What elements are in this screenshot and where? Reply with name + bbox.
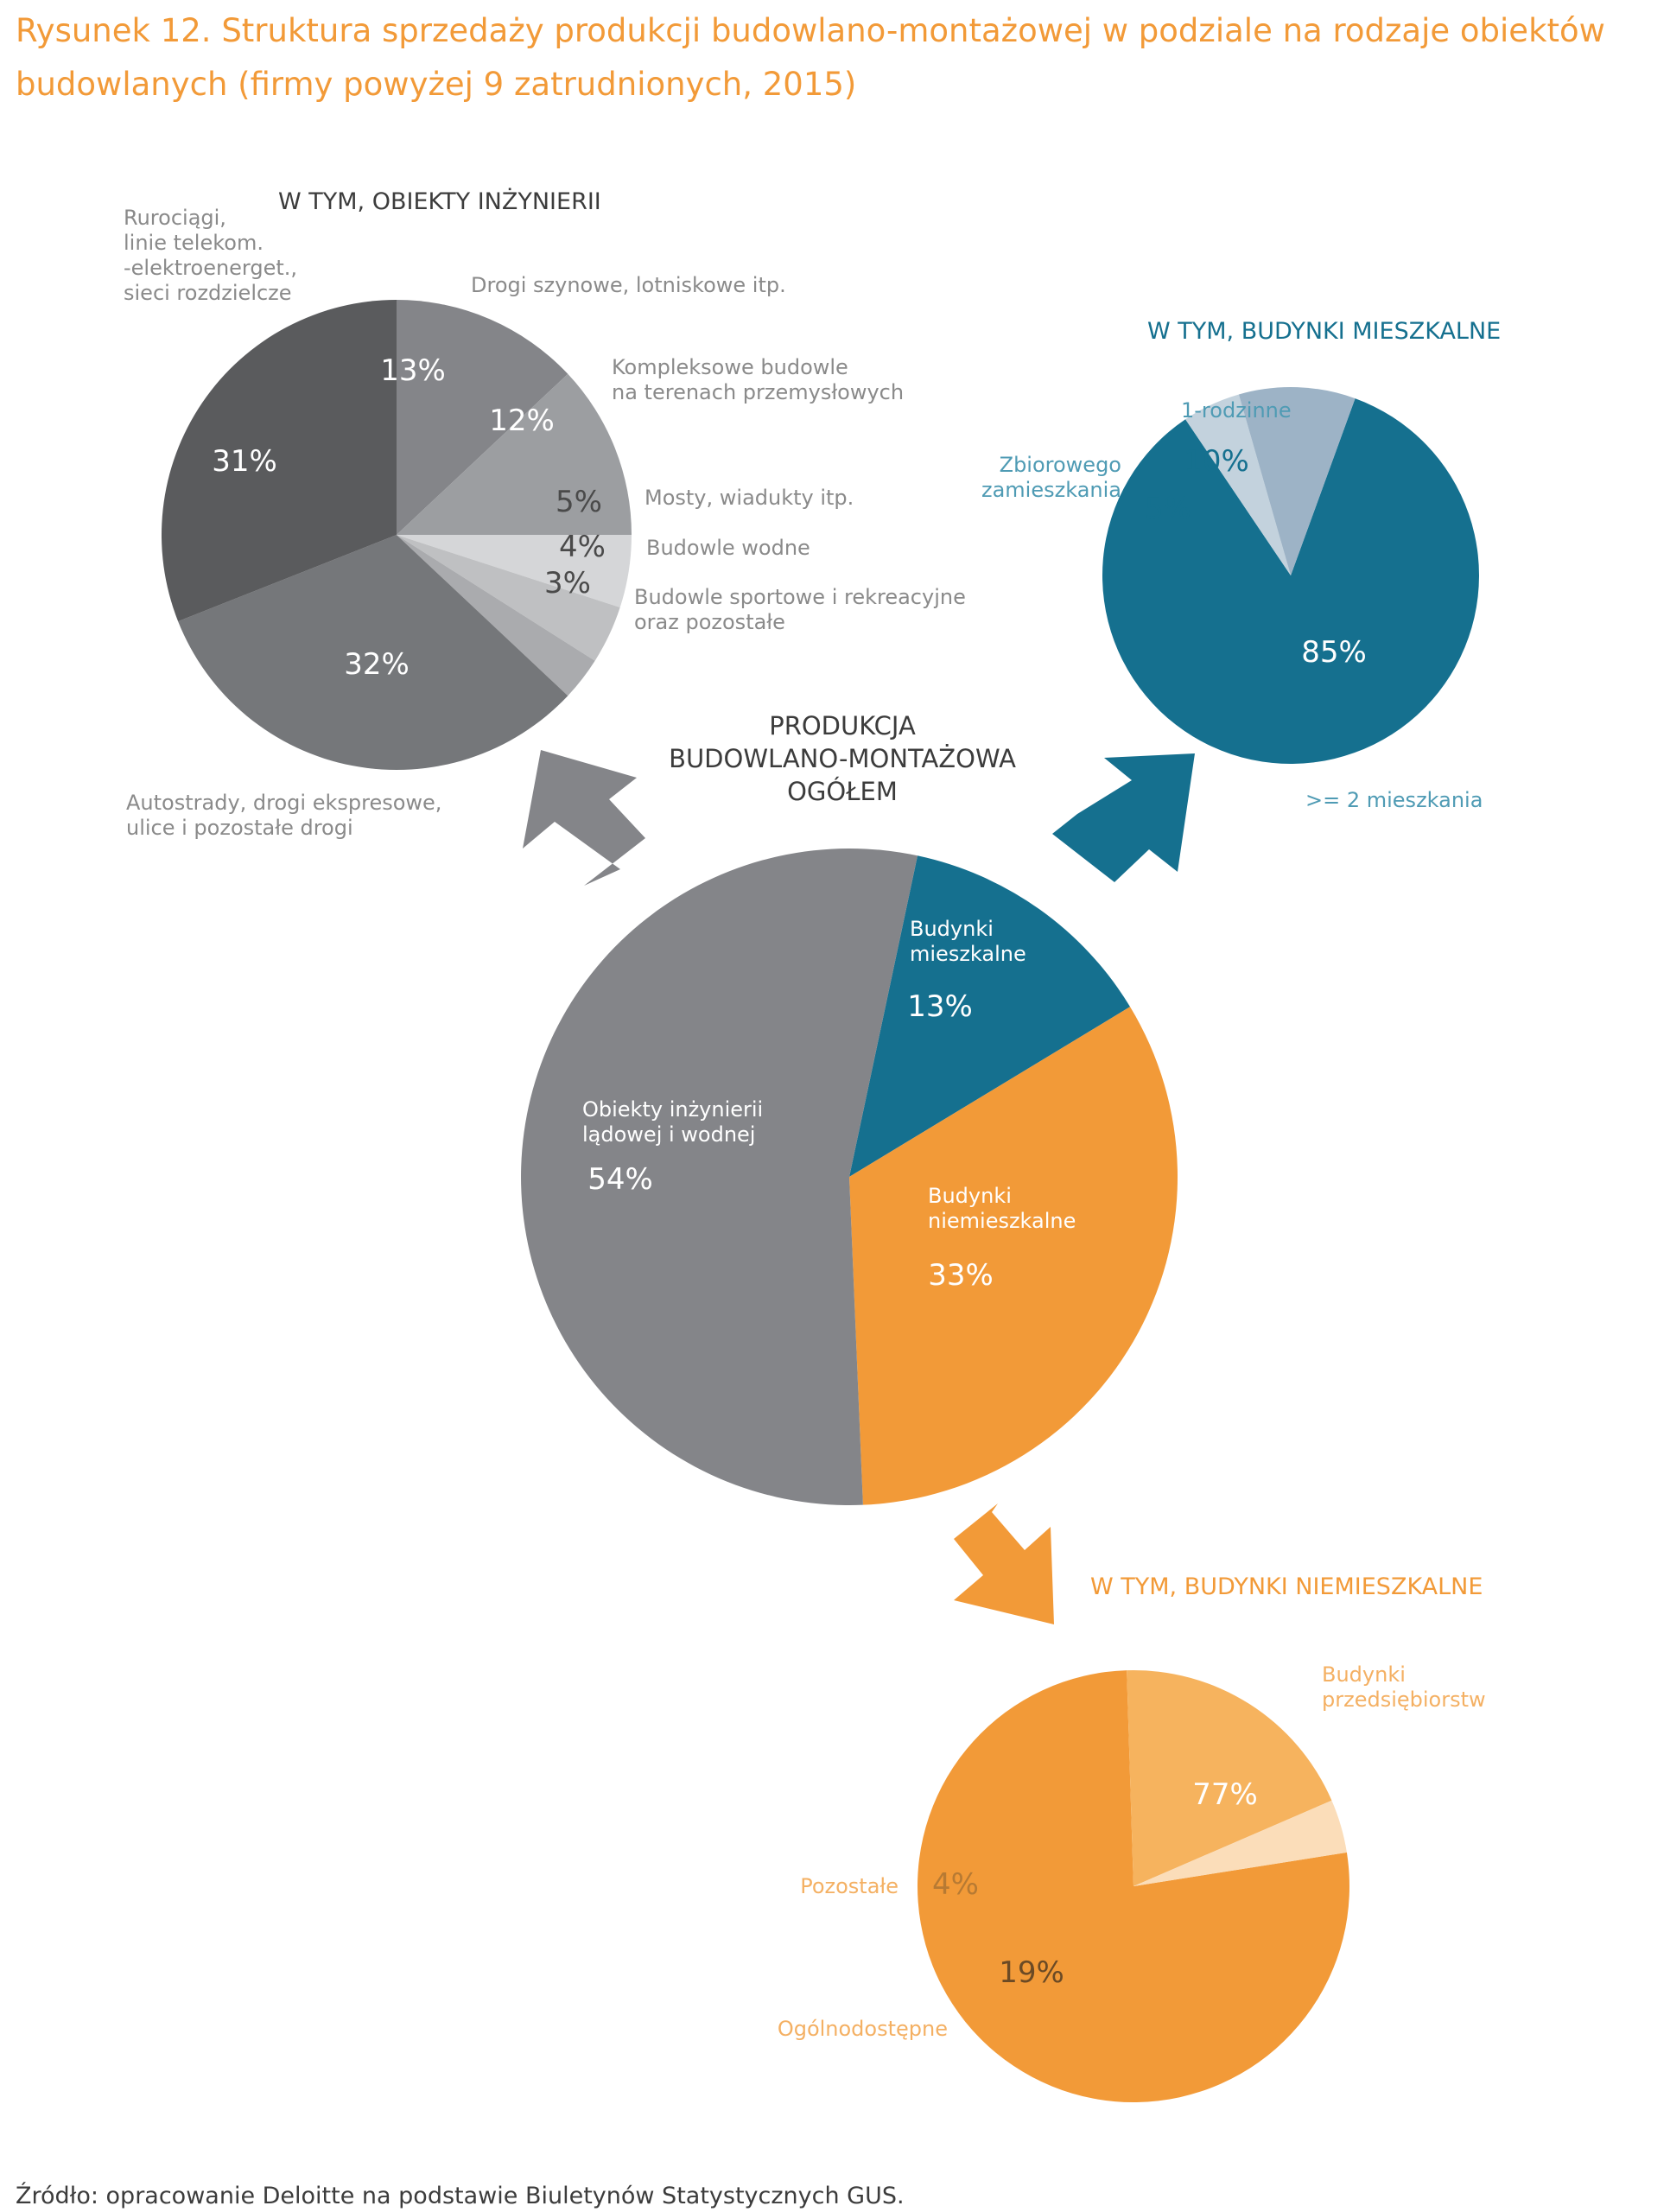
pie-engineering-value-label-1: 12% [489,404,555,438]
pie-nonresidential-category-label-1: Ogólnodostępne [777,2017,948,2041]
pie-engineering-value-label-3: 4% [559,530,606,564]
pie-main-title-line2: BUDOWLANO-MONTAŻOWA [669,744,1016,773]
pie-engineering-value-label-0: 13% [380,353,446,388]
arrow-to-residential [1052,753,1195,882]
pie-main-value-label-2: 54% [587,1162,653,1197]
pie-engineering-value-label-6: 31% [212,444,277,479]
pie-main-category-label-1: Budynki niemieszkalne [928,1184,1076,1233]
pie-engineering-value-label-4: 3% [544,566,591,601]
pie-nonresidential-value-label-2: 4% [932,1867,979,1902]
pie-residential-value-label-0: 85% [1301,635,1367,670]
source-note: Źródło: opracowanie Deloitte na podstawie Biuletynów Statystycznych GUS. [16,2183,905,2209]
arrow-to-engineering [523,750,645,886]
pie-main-title-line1: PRODUKCJA [769,711,916,741]
pie-nonresidential-value-label-1: 19% [999,1955,1064,1990]
pie-residential-category-label-2: 1-rodzinne [1181,398,1292,423]
pie-engineering-category-label-1: Kompleksowe budowle na terenach przemysłowych [612,355,905,404]
pie-nonresidential-category-label-0: Budynki przedsiębiorstw [1322,1662,1486,1712]
pie-engineering-value-label-2: 5% [556,485,602,519]
pie-engineering-category-label-0: Drogi szynowe, lotniskowe itp. [471,273,786,297]
pie-engineering-category-label-5: Autostrady, drogi ekspresowe, ulice i pozostałe drogi [126,791,442,840]
pie-residential-category-label-0: >= 2 mieszkania [1305,788,1483,812]
pie-main-category-label-0: Budynki mieszkalne [910,917,1026,966]
pie-residential-category-label-1: Zbiorowego zamieszkania [981,453,1121,502]
figure-title-line2: budowlanych (firmy powyżej 9 zatrudnionych, 2015) [16,66,857,103]
pie-residential-value-label-2: 10% [1184,444,1249,479]
pie-nonresidential-title: W TYM, BUDYNKI NIEMIESZKALNE [1090,1573,1483,1600]
pie-main-value-label-1: 33% [928,1258,994,1293]
pie-nonresidential [778,1573,1486,2102]
pie-nonresidential-category-label-2: Pozostałe [800,1874,898,1898]
arrow-to-nonresidential [954,1503,1054,1624]
pie-engineering [124,188,966,840]
pie-main-title-line3: OGÓŁEM [787,777,898,806]
pie-residential-title: W TYM, BUDYNKI MIESZKALNE [1147,318,1502,345]
pie-engineering-category-label-6: Rurociągi, linie telekom. -elektroenerget., sieci rozdzielcze [124,206,298,305]
figure-title-line1: Rysunek 12. Struktura sprzedaży produkcji budowlano-montażowej w podziale na rodzaje obiektów [16,12,1605,49]
pie-engineering-value-label-5: 32% [344,647,410,682]
pie-charts [124,188,1501,2102]
pie-main-category-label-2: Obiekty inżynierii lądowej i wodnej [582,1097,764,1147]
pie-residential [981,318,1501,812]
pie-nonresidential-value-label-0: 77% [1192,1777,1258,1812]
pie-residential-value-label-1: 5% [1145,492,1191,526]
pie-engineering-category-label-2: Mosty, wiadukty itp. [645,486,854,510]
pie-engineering-title: W TYM, OBIEKTY INŻYNIERII [278,188,601,215]
pie-engineering-category-label-4: Budowle sportowe i rekreacyjne oraz pozostałe [634,585,966,634]
pie-engineering-category-label-3: Budowle wodne [646,536,810,560]
pie-main-value-label-0: 13% [907,989,973,1024]
